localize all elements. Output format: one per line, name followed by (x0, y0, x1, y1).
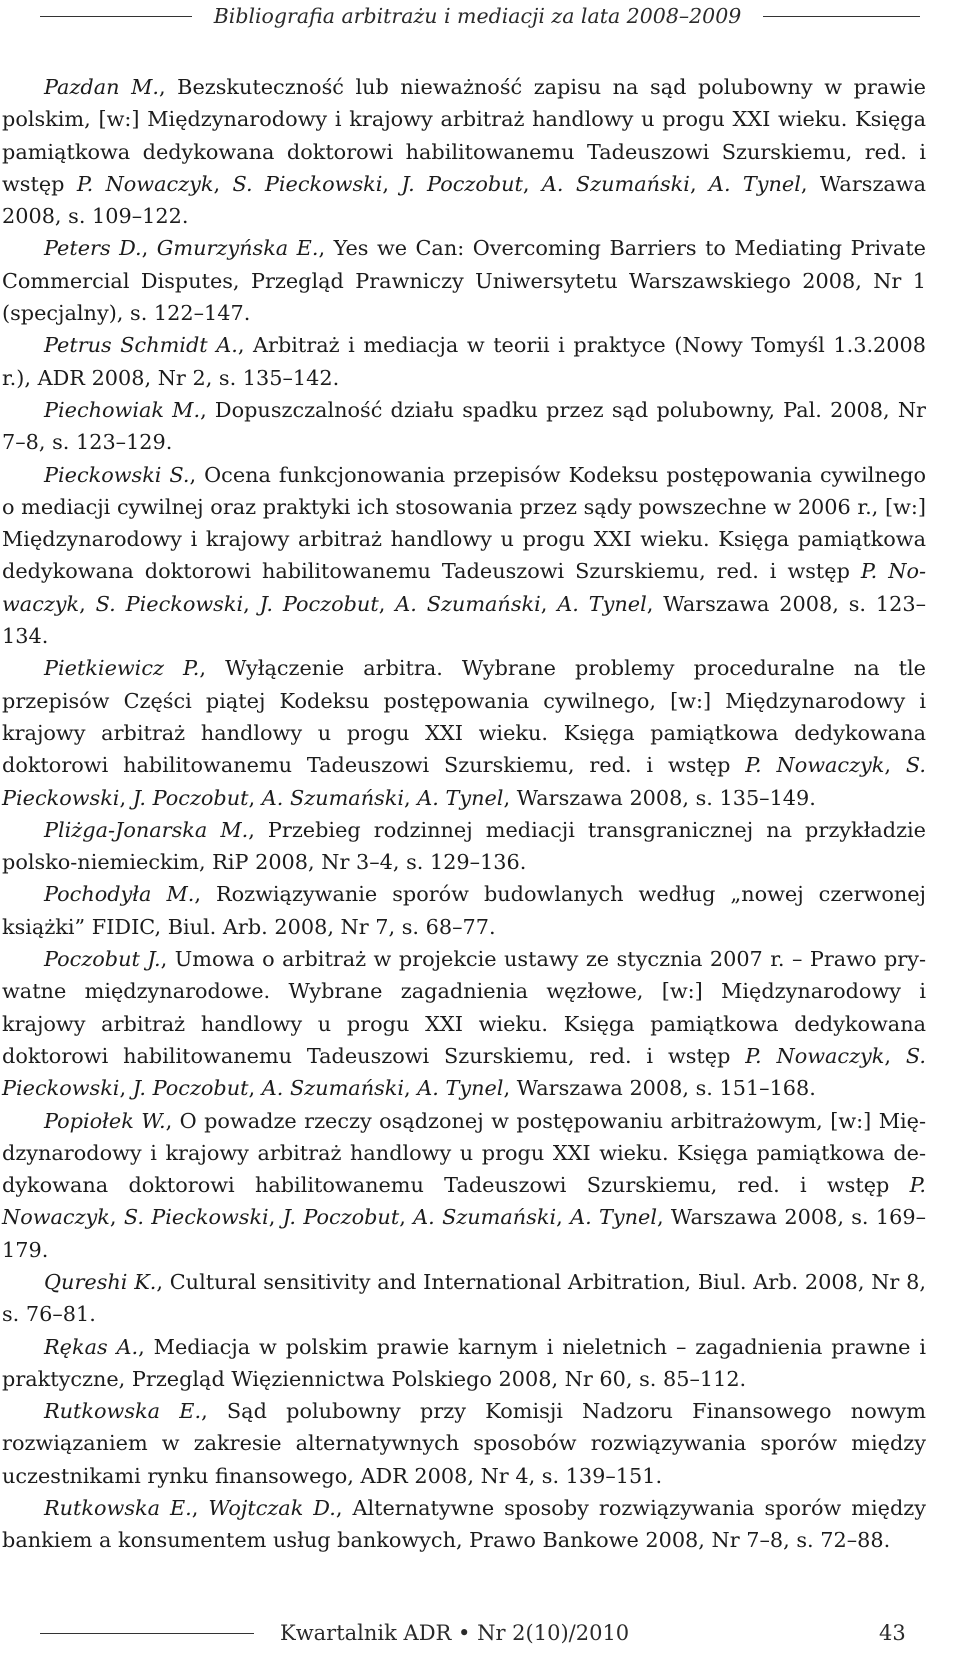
running-title: Bibliografia arbitrażu i mediacji za lata 2008–2009 (213, 4, 742, 28)
bibliography-entry: Rutkowska E., Wojtczak D., Alternatywne sposoby rozwiązywania sporów między bankiem a konsumentem usług bankowych, Prawo Bankowe 2008, Nr 7–8, s. 72–88. (2, 1496, 926, 1553)
bibliography-entry: Pieckowski S., Ocena funkcjonowania przepisów Kodeksu postępowania cywilnego o mediacji cywilnej oraz praktyki ich stosowania przez sądy powszechne w 2006 r., [w:] Międzynarodowy i krajowy arbitraż handlowy u progu XXI wieku. Księga pamiątkowa dedykowana doktorowi habilitowanemu Tadeuszowi Szurskiemu, red. i wstęp P. Nowaczyk, S. Pieckowski, J. Poczobut, A. Szumański, A. Tynel, Warszawa 2008, s. 123–134. (2, 462, 926, 649)
bibliography-entry: Pochodyła M., Rozwiązywanie sporów budowlanych według „nowej czerwonej książki” FIDIC, Biul. Arb. 2008, Nr 7, s. 68–77. (2, 882, 926, 939)
bibliography-entry: Rękas A., Mediacja w polskim prawie karnym i nieletnich – zagadnienia prawne i praktyczne, Przegląd Więziennictwa Polskiego 2008, Nr 60, s. 85–112. (2, 1334, 926, 1391)
bibliography-entry: Pliżga-Jonarska M., Przebieg rodzinnej mediacji transgranicznej na przykładzie polsko-niemieckim, RiP 2008, Nr 3–4, s. 129–136. (2, 817, 926, 875)
header-rule-left (40, 16, 192, 17)
footer-rule (40, 1633, 254, 1634)
page-number: 43 (879, 1621, 906, 1645)
bibliography-entry: Piechowiak M., Dopuszczalność działu spadku przez sąd polubowny, Pal. 2008, Nr 7–8, s. 123–129. (2, 397, 926, 455)
journal-name: Kwartalnik ADR • Nr 2(10)/2010 (280, 1621, 630, 1645)
running-header (0, 0, 960, 34)
bibliography-entry: Popiołek W., O powadze rzeczy osądzonej w postępowaniu arbitrażowym, [w:] Międzynarodowy i krajowy arbitraż handlowy u progu XXI wieku. Księga pamiątkowa dedykowana doktorowi habilitowanemu Tadeuszowi Szurskiemu, red. i wstęp P. Nowaczyk, S. Pieckowski, J. Poczobut, A. Szumański, A. Tynel, Warszawa 2008, s. 169–179. (2, 1108, 926, 1262)
bibliography-entry: Pazdan M., Bezskuteczność lub nieważność zapisu na sąd polubowny w prawie polskim, [w:] Międzynarodowy i krajowy arbitraż handlowy u progu XXI wieku. Księga pamiątkowa dedykowana doktorowi habilitowanemu Tadeuszowi Szurskiemu, red. i wstęp P. Nowaczyk, S. Pieckowski, J. Poczobut, A. Szumański, A. Tynel, Warszawa 2008, s. 109–122. (2, 75, 927, 229)
bibliography-entry: Petrus Schmidt A., Arbitraż i mediacja w teorii i praktyce (Nowy Tomyśl 1.3.2008 r.), ADR 2008, Nr 2, s. 135–142. (2, 333, 926, 390)
page-footer (0, 1614, 960, 1654)
header-rule-right (763, 16, 920, 17)
bibliography-entry: Pietkiewicz P., Wyłączenie arbitra. Wybrane problemy proceduralne na tle przepisów Części piątej Kodeksu postępowania cywilnego, [w:] Międzynarodowy i krajowy arbitraż handlowy u progu XXI wieku. Księga pamiątkowa dedykowana doktorowi habilitowanemu Tadeuszowi Szurskiemu, red. i wstęp P. Nowaczyk, S. Pieckowski, J. Poczobut, A. Szumański, A. Tynel, Warszawa 2008, s. 135–149. (2, 656, 926, 810)
bibliography-list (2, 71, 926, 1557)
bibliography-entry: Peters D., Gmurzyńska E., Yes we Can: Overcoming Barriers to Mediating Private Commercial Disputes, Przegląd Prawniczy Uniwersytetu Warszawskiego 2008, Nr 1 (specjalny), s. 122–147. (2, 236, 926, 326)
bibliography-entry: Poczobut J., Umowa o arbitraż w projekcie ustawy ze stycznia 2007 r. – Prawo prywatne międzynarodowe. Wybrane zagadnienia węzłowe, [w:] Międzynarodowy i krajowy arbitraż handlowy u progu XXI wieku. Księga pamiątkowa dedykowana doktorowi habilitowanemu Tadeuszowi Szurskiemu, red. i wstęp P. Nowaczyk, S. Pieckowski, J. Poczobut, A. Szumański, A. Tynel, Warszawa 2008, s. 151–168. (2, 947, 926, 1101)
bibliography-entry: Rutkowska E., Sąd polubowny przy Komisji Nadzoru Finansowego nowym rozwiązaniem w zakresie alternatywnych sposobów rozwiązywania sporów między uczestnikami rynku finansowego, ADR 2008, Nr 4, s. 139–151. (2, 1399, 926, 1488)
bibliography-entry: Qureshi K., Cultural sensitivity and International Arbitration, Biul. Arb. 2008, Nr 8, s. 76–81. (2, 1269, 927, 1327)
